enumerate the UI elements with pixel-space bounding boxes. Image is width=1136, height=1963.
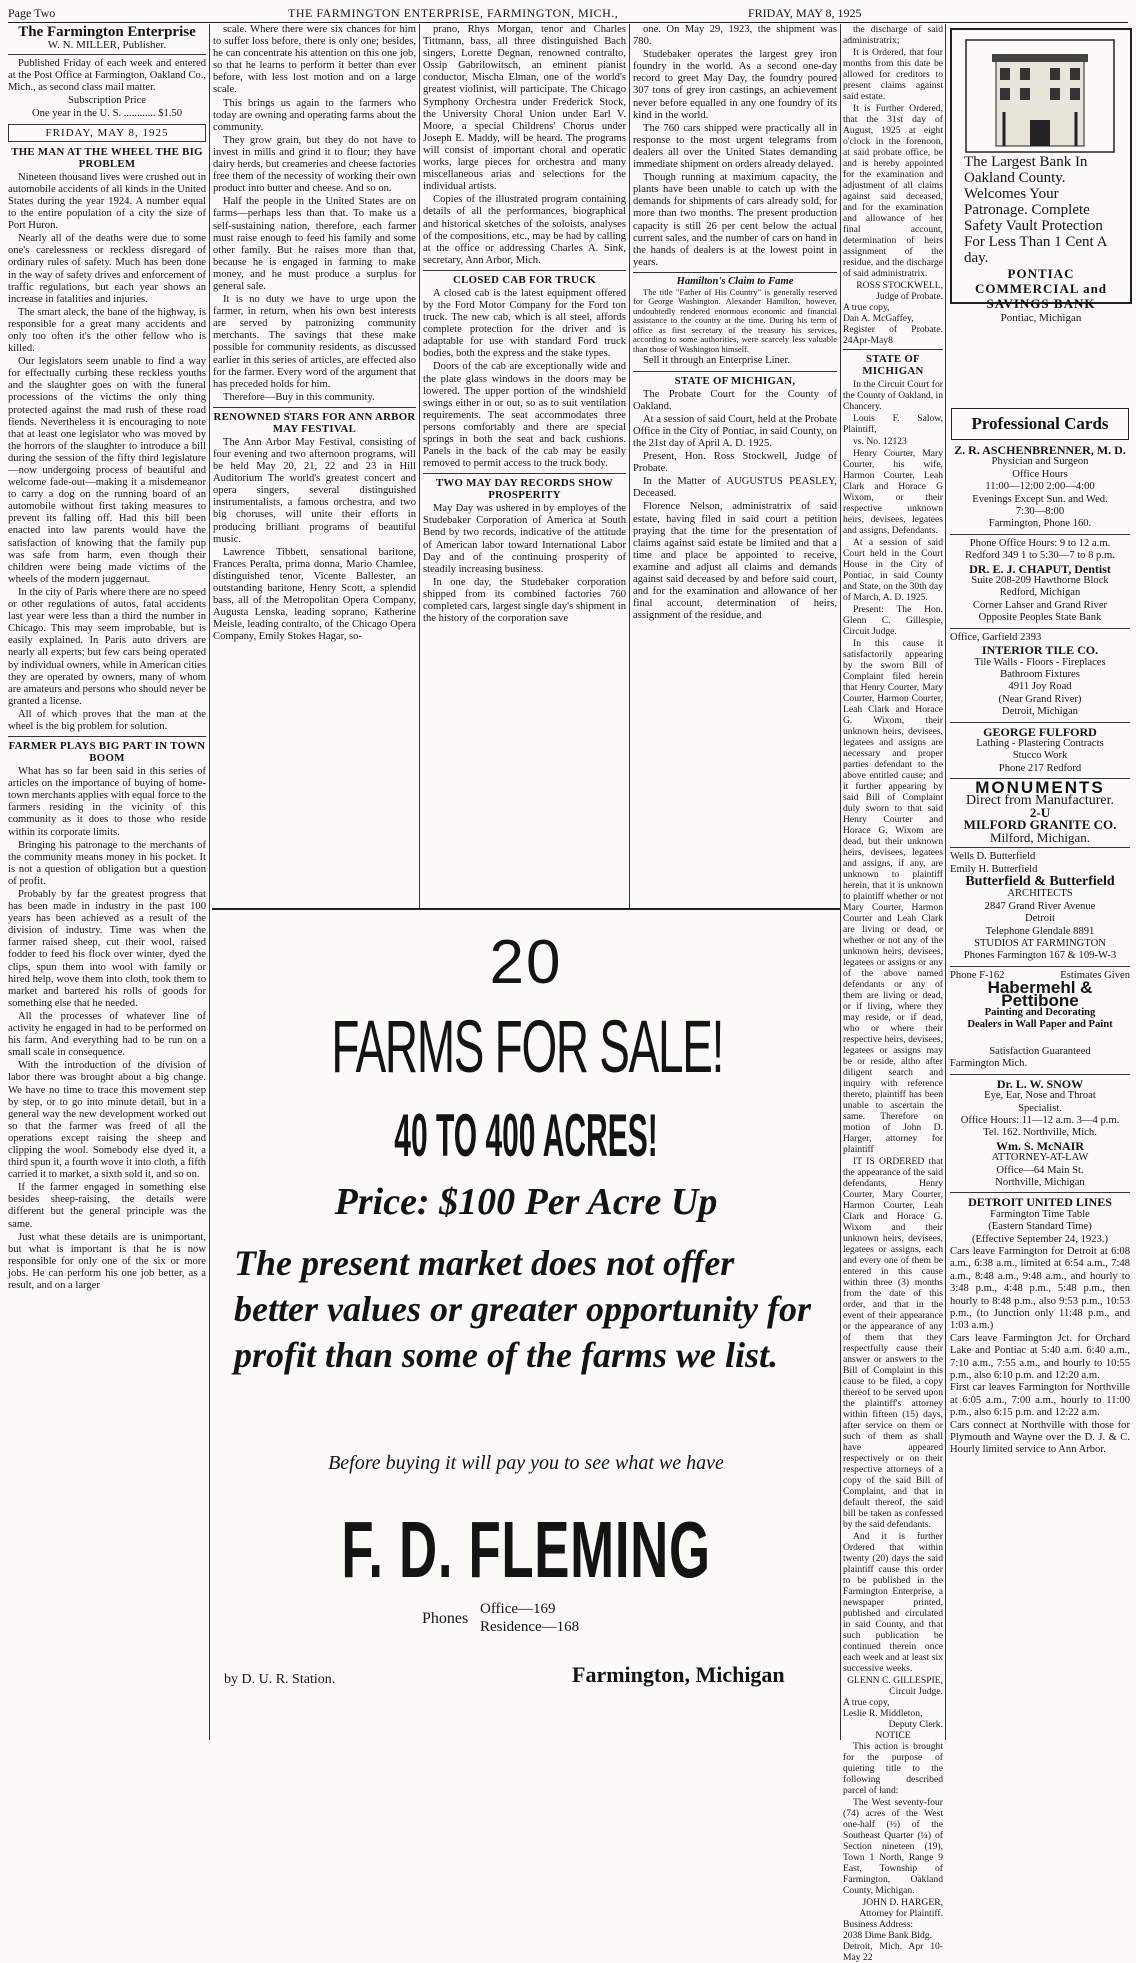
paragraph: At a session of said Court, held at the Probate Office in the City of Pontiac, in said County, on the 21st day of April A. D. 1925. xyxy=(633,413,837,449)
paragraph: The 760 cars shipped were practically all in response to the most urgent telegrams from dealers all over the United States demanding immediate shipment on orders already delayed. xyxy=(633,122,837,171)
signature: GLENN C. GILLESPIE, xyxy=(847,1675,943,1686)
paragraph: Though running at maximum capacity, the plants have been unable to catch up with the demands for shipments of cars already sold, for more than two months. The present production capacity is still 26 per cent below the actual current sales, and the number of cars on hand in the hands of dealers is at the lowest point in years. xyxy=(633,172,837,268)
box-title: Hamilton's Claim to Fame xyxy=(676,275,794,287)
card-line: Northville, Michigan xyxy=(995,1176,1085,1188)
card-title: Z. R. ASCHENBRENNER, M. D. xyxy=(954,443,1126,457)
paragraph: It is no duty we have to urge upon the farmer, in return, when his own best interests are served by patronizing community merchants. The savings that these make possible for community residents, as discussed earlier in this series of articles, are effected also for the farmer. Every word of the argument that has preceded holds for him. xyxy=(213,294,416,390)
ad-farm-count: 20 xyxy=(489,928,563,997)
card-line: Eye, Ear, Nose and Throat xyxy=(984,1090,1096,1102)
card-line: Detroit, Michigan xyxy=(1002,706,1078,718)
headline-may-day-records: TWO MAY DAY RECORDS SHOW PROSPERITY xyxy=(435,477,614,502)
card-title: DR. E. J. CHAPUT, Dentist xyxy=(969,561,1111,576)
card-line: Farmington Time Table xyxy=(990,1208,1090,1220)
card-line: Farmington Mich. xyxy=(950,1058,1028,1070)
paragraph: And it is further Ordered that within twenty (20) days the said plaintiff cause this order to be published in the Farmington Enterprise, a newspaper printed, published and circulated in said County, and that such publication be continued therein once each week and at least six successive weeks. xyxy=(843,1531,943,1674)
professional-cards-header: Professional Cards xyxy=(951,408,1129,440)
paragraph: scale. Where there were six chances for him to suffer loss before, there is only one; besides, he can concentrate his attention on this one job, so that he learns to perform it better than ever before, with less lost motion and on a large scale. xyxy=(213,24,416,96)
business-address: 2038 Dime Bank Bldg. xyxy=(843,1930,933,1941)
paragraph: Bringing his patronage to the merchants of the community means money in his pocket. It is not a question of obligation but a question of profit. xyxy=(8,839,206,887)
ad-town: Farmington, Michigan xyxy=(572,1662,785,1687)
card-line: Milford, Michigan. xyxy=(989,829,1090,845)
ad-phone-numbers xyxy=(480,1600,579,1636)
card-line: 11:00—12:00 2:00—4:00 xyxy=(985,481,1095,493)
headline-man-at-wheel: THE MAN AT THE WHEEL THE BIG PROBLEM xyxy=(11,145,203,170)
paper-title: THE FARMINGTON ENTERPRISE, FARMINGTON, MICH., xyxy=(288,6,619,20)
true-copy: A true copy, xyxy=(843,302,890,313)
card-line: Lathing - Plastering Contracts xyxy=(976,737,1104,749)
card-detroit-united-lines xyxy=(950,1196,1130,1457)
card-line: Wells D. Butterfield xyxy=(950,851,1036,863)
paragraph: Present: The Hon. Glenn C. Gillespie, Circuit Judge. xyxy=(843,604,943,637)
card-line: MILFORD GRANITE CO. xyxy=(963,817,1117,833)
column-rule xyxy=(629,24,630,908)
bank-tagline: The Largest Bank In Oakland County. Welcomes Your Patronage. Complete Safety Vault Protection For Less Than 1 Cent A day. xyxy=(964,154,1107,266)
card-monuments xyxy=(950,778,1130,845)
card-line: First car leaves Farmington for Northville at 6:05 a.m., 7:00 a.m., hourly to 11:00 p.m., also 6:15 p.m. and 12:22 a.m. xyxy=(950,1382,1130,1419)
paragraph: All of which proves that the man at the wheel is the big problem for solution. xyxy=(8,708,206,732)
card-line: Bathroom Fixtures xyxy=(1000,668,1080,680)
column-rule xyxy=(419,24,420,908)
card-title: DETROIT UNITED LINES xyxy=(968,1195,1112,1210)
signature-title: Attorney for Plaintiff. xyxy=(859,1908,943,1919)
publication-notice: Published Friday of each week and entered at the Post Office at Farmington, Oakland Co., Mich., as second class mail matter. xyxy=(8,58,206,94)
ad-price: Price: $100 Per Acre Up xyxy=(334,1181,718,1223)
paragraph: In this cause it satisfactorily appearing by the sworn Bill of Complaint filed herein that Henry Courter, Mary Courter, Harmon Courter, Leah Clark and Horace G. Wixom, their unknown heirs, devisees, legatees and assigns are necessary and proper parties defendant to the above entitled cause; and it further appearing by said Bill of Complaint duly sworn to that said Henry Courter and Horace G. Wixom are dead, but their unknown heirs, devisees, legatees and assigns, if any, are unknown to plaintiff herein, that it is unknown to plaintiff whether or not Mary Courter, Harmon Courter and Leah Clark are living or dead, or whether or not any of the unknown heirs, devisees, legatees or assigns or any of the above named defendants or any of them are living or dead, or if living, where they may reside, or if dead, who or where their respective heirs, devisees, legatees or assigns may be or reside, altho after diligent search and inquiry with reference thereto, plaintiff has been unable to ascertain the same. Therefore on motion of John D. Harger, attorney for plaintiff xyxy=(843,638,943,1155)
paragraph: All the processes of whatever line of activity he engaged in had to be performed on his farm. And everything had to be run on a small scale in consequence. xyxy=(8,1010,206,1059)
card-line: Phone 217 Redford xyxy=(998,762,1082,774)
business-address-city: Detroit, Mich. Apr 10-May 22 xyxy=(843,1941,943,1963)
card-title: Wm. S. McNAIR xyxy=(996,1138,1084,1153)
card-line: ARCHITECTS xyxy=(1007,888,1073,900)
card-line: Painting and Decorating xyxy=(984,1007,1096,1019)
column-4 xyxy=(633,24,837,906)
card-line: Telephone Glendale 8891 xyxy=(985,925,1095,937)
card-line: Satisfaction Guaranteed xyxy=(989,1045,1091,1057)
card-line: Corner Lahser and Grand River xyxy=(972,599,1108,611)
column-3 xyxy=(423,24,626,906)
notice-head: NOTICE xyxy=(875,1730,911,1741)
card-line: Cars leave Farmington Jct. for Orchard Lake and Pontiac at 5:40 a.m. 6:40 a.m., 7:10 a.m., 7:55 a.m., and hourly to 10:55 p.m., also 6:10 p.m. and 12:20 a.m. xyxy=(950,1332,1130,1382)
card-line: Specialist. xyxy=(1018,1102,1062,1114)
card-line: Phone Office Hours: 9 to 12 a.m. xyxy=(969,537,1111,549)
card-line: Redford 349 1 to 5:30—7 to 8 p.m. xyxy=(965,550,1115,562)
headline-probate: STATE OF MICHIGAN, xyxy=(674,374,796,387)
paragraph: They grow grain, but they do not have to invest in mills and grind it to flour; they have dairy herds, but creameries and cheese factories free them of the necessity of working their own product into butter and cheese. And so on. xyxy=(213,134,416,195)
card-chaput xyxy=(950,563,1130,625)
masthead-name: The Farmington Enterprise xyxy=(18,24,196,40)
headline-closed-cab: CLOSED CAB FOR TRUCK xyxy=(453,273,596,286)
paragraph: Half the people in the United States are on farms—perhaps less than that. To make us a self-sustaining nation, therefore, each farmer must raise enough to feed his family and some other family. But he raises more than that, because he is engaged in farming to make money, and he must produce a surplus for general sale. xyxy=(213,196,416,292)
card-line: Emily H. Butterfield xyxy=(950,863,1038,875)
card-title: MONUMENTS xyxy=(975,778,1105,798)
column-rule xyxy=(945,24,946,1740)
box-text: The title "Father of His Country" is generally reserved for George Washington. Alexander Hamilton, however, undoubtedly rendered enormous economic and financial assistance to the country at the time. During his term of office as first secretary of the treasury his services, according to some authorities, were scarcely less valuable than those of Washington himself. xyxy=(633,286,837,354)
card-line: Phones Farmington 167 & 109-W-3 xyxy=(963,950,1117,962)
card-aschenbrenner xyxy=(950,444,1130,531)
card-line: Dealers in Wall Paper and Paint xyxy=(967,1019,1113,1031)
running-head xyxy=(8,4,1128,23)
paragraph: Henry Courter, Mary Courter, his wife, Harmon Courter, Leah Clark and Horace G Wixom, or their respective unknown heirs, devisees, legatees and assigns, Defendants. xyxy=(843,448,943,536)
column-2 xyxy=(213,24,416,906)
ad-phones-label: Phones xyxy=(422,1610,469,1627)
subscription-title: Subscription Price xyxy=(68,95,146,107)
business-directory xyxy=(950,444,1130,1738)
ad-headline: FARMS FOR SALE! xyxy=(331,1005,724,1088)
paragraph: In one day, the Studebaker corporation shipped from its combined factories 760 completed cars, largest single day's shipment in the history of the corporation save xyxy=(423,576,626,625)
paragraph: A closed cab is the latest equipment offered by the Ford Motor Company for the Ford ton truck. The new cab, which is all steel, affords complete protection for the driver and is adaptable for use with standard Ford truck bodies, both the express and the stake types. xyxy=(423,287,626,360)
ad-tagline: Before buying it will pay you to see what we have xyxy=(328,1452,724,1474)
paragraph: Just what these details are is unimportant, but what is important is that he is now responsible for only one of the six or more jobs. He can perform his one job better, as a result, and on a larger xyxy=(8,1231,206,1291)
ad-residence-phone: Residence—168 xyxy=(480,1619,580,1635)
paragraph: The smart aleck, the bane of the highway, is responsible for a great many accidents and only too often it's the other fellow who is killed. xyxy=(8,306,206,355)
card-line: Evenings Except Sun. and Wed. xyxy=(972,493,1108,505)
card-butterfield xyxy=(950,851,1130,963)
card-line: (Effective September 24, 1923.) xyxy=(971,1233,1108,1245)
paragraph: What has so far been said in this series of articles on the importance of buying of home-town merchants applies with equal force to the farmers residing in the vicinity of this community as it does to those who reside within its corporate limits. xyxy=(8,766,206,838)
signature-title: Circuit Judge. xyxy=(889,1686,943,1697)
card-title: Habermehl & Pettibone xyxy=(987,978,1093,1010)
paragraph: Our legislators seem unable to find a way for effectually curbing these reckless youths and the slaughter goes on with the funeral processions of the victims the only thing protected against the mad rush of these road fiends. Nevertheless it is encouraging to note that at least one legislator who was moved by the horrors of the slaughter to introduce a bill during the session of the fifty third legislature—now undergoing process of beautiful and welcome fade-out—making it a misdemeanor to carry a dog on the running board of an automobile without first taking measures to prevent its falling off. Had this bill been enacted into law parents would have the satisfaction of knowing that the family pup was safe from harm, even though their children were being made victims of the wheels of the modern juggernaut. xyxy=(8,356,206,585)
paragraph: one. On May 29, 1923, the shipment was 780. xyxy=(633,24,837,48)
signature: JOHN D. HARGER, xyxy=(862,1897,943,1908)
liner-note: Sell it through an Enterprise Liner. xyxy=(643,355,791,367)
paragraph: In the Matter of AUGUSTUS PEASLEY, Deceased. xyxy=(633,476,837,500)
paragraph: Nineteen thousand lives were crushed out in automobile accidents of all kinds in the United States during the year 1924. A number equal to the entire population of a city the size of Port Huron. xyxy=(8,171,206,232)
card-line: Office Hours xyxy=(1012,468,1068,480)
card-line: Cars connect at Northville with those for Plymouth and Wayne over the D. J. & C. Hourly limited service to Ann Arbor. xyxy=(950,1419,1130,1456)
paragraph: Doors of the cab are exceptionally wide and the plate glass windows in the doors may be lowered. The upper portion of the windshield swings either in or out, so as to suit ventilation requirements. The seat accommodates three persons comfortably and there are special springs in both the seat and back cushions. Panels in the back of the cab may be easily removed to permit access to the truck body. xyxy=(423,361,626,470)
paragraph: the discharge of said administratrix; xyxy=(843,24,943,46)
card-office-hours xyxy=(950,538,1130,563)
card-line: Tile Walls - Floors - Fireplaces xyxy=(974,656,1106,668)
paragraph: Studebaker operates the largest grey iron foundry in the world. As a second one-day record to greet May Day, the foundry poured 307 tons of grey iron castings, an achievement never before equalled in any one foundry of its kind in the world. xyxy=(633,49,837,121)
issue-date: FRIDAY, MAY 8, 1925 xyxy=(748,6,862,20)
card-line: Office, Garfield 2393 xyxy=(950,631,1042,643)
card-line: Opposite Peoples State Bank xyxy=(978,612,1102,624)
bank-name-text: PONTIAC COMMERCIAL and SAVINGS BANK xyxy=(974,266,1108,311)
business-address-label: Business Address: xyxy=(843,1919,914,1930)
true-copy-title: Deputy Clerk. xyxy=(888,1719,943,1730)
masthead-date: FRIDAY, MAY 8, 1925 xyxy=(8,124,206,142)
card-title: GEORGE FULFORD xyxy=(983,724,1097,739)
column-rule xyxy=(209,24,210,1740)
card-estimates: Estimates Given xyxy=(1060,969,1130,981)
card-line: 4911 Joy Road xyxy=(1008,681,1072,693)
card-line: STUDIOS AT FARMINGTON xyxy=(974,938,1106,950)
paragraph: The West seventy-four (74) acres of the West one-half (½) of the Southeast Quarter (¼) of Section nineteen (19), Town 1 North, Range 9 East, Township of Farmington, Oakland County, Michigan. xyxy=(843,1797,943,1896)
headline-farmer-plays: FARMER PLAYS BIG PART IN TOWN BOOM xyxy=(8,740,206,765)
card-line: Stucco Work xyxy=(1012,750,1068,762)
card-title: Dr. L. W. SNOW xyxy=(996,1076,1084,1091)
card-line: Farmington, Phone 160. xyxy=(988,518,1092,530)
paragraph: The Ann Arbor May Festival, consisting of four evening and two afternoon programs, will be held May 20, 21, 22 and 23 in Hill Auditorium The world's greatest concert and opera singers, several distinguished instrumentalists, a famous orchestra, and two big choruses, will unite their efforts in producing brilliant programs of beautiful music. xyxy=(213,436,416,545)
headline-chancery: STATE OF MICHIGAN xyxy=(862,353,924,377)
card-line: Cars leave Farmington for Detroit at 6:08 a.m., 6:38 a.m., limited at 6:54 a.m., 7:48 a.m., 8:48 a.m., 9:48 a.m., and hourly to 3:48 p.m., 4:48 p.m., 5:48 p.m., then hourly to 8:48 p.m., also 9:53 p.m., 10:53 p.m., (to Junction only 11:48 p.m., and 1:03 a.m.) xyxy=(950,1245,1130,1332)
ad-agent-name: F. D. FLEMING xyxy=(341,1505,711,1594)
paragraph: It is Further Ordered, that the 31st day of August, 1925 at eight o'clock in the forenoon, at said probate office, be and is hereby appointed for the examination and adjustment of all claims against said deceased, and for the examination and allowance of her final account, determination of heirs assignment of the residue, and the discharge of said administratrix. xyxy=(843,103,943,279)
paragraph: vs. No. 12123 xyxy=(853,436,907,447)
true-copy-name: Dan A. McGaffey, xyxy=(843,313,914,324)
paragraph: With the introduction of the division of labor there was brought about a big change. We have no time to trace this movement step by step, or to go into minute detail, but in a general way the new development worked out so that the farmer was freed of all the operations except raising the sheep and clipping the wool. Somebody else dyed it, a third spun it, a fourth wove it into cloth, a fifth carried it to market, a sixth sold it, and so on. xyxy=(8,1060,206,1181)
card-line: 2-U xyxy=(1029,804,1051,820)
paragraph: Florence Nelson, administratrix of said estate, having filed in said court a petition praying that the time for the presentation of claims against said estate be limited and that a time and place be appointed to receive, examine and adjust all claims and demands against said deceased by and before said court, and for the examination and allowance of her final account, determination of heirs, assignment of the residue, and xyxy=(633,501,837,622)
card-line: (Near Grand River) xyxy=(998,693,1082,705)
true-copy-title: Register of Probate. 24Apr-May8 xyxy=(843,324,943,346)
signature: ROSS STOCKWELL, xyxy=(856,280,943,291)
paragraph: May Day was ushered in by employes of the Studebaker Corporation of America at South Bend by two records, indicative of the attitude of American labor toward International Labor Day and of the continuing prosperity of steadily increasing business. xyxy=(423,503,626,575)
card-line: (Eastern Standard Time) xyxy=(988,1221,1092,1233)
paragraph: At a session of said Court held in the Court House in the City of Pontiac, in said County and State, on the 30th day of March, A. D. 1925. xyxy=(843,537,943,603)
bank-advertisement xyxy=(950,28,1132,324)
paragraph: prano, Rhys Morgan, tenor and Charles Tittmann, bass, all three distinguished Bach singers, Lorette Degnan, renowned contralto, Ossip Gabrilowitsch, an eminent pianist conductor, Mischa Elman, one of the world's greatest violinist, will participate. The Chicago Symphony Orchestra under Frederick Stock, the University Choral Union under Earl V. Moore, a special Childrens' Chorus under Joseph E. Maddy, will be heard. The programs will consist of important choral and operatic works, large pieces for orchestra and many miscellaneous arias and selections for the individual artists. xyxy=(423,24,626,193)
column-1 xyxy=(8,24,206,1740)
card-line: 7:30—8:00 xyxy=(1015,506,1065,518)
card-snow xyxy=(950,1078,1130,1140)
paragraph: IT IS ORDERED that the appearance of the said defendants, Henry Courter, Mary Courter, Harmon Courter, Leah Clark and Horace G. Wixom and their unknown heirs, devisees, legatees or assigns, each and every one of them be entered in this cause within three (3) months from the date of this order, and that in the event of their appearance or the appearance of any of them that they respectfully cause their answer or answers to the Bill of Complaint in this cause to be filed, a copy thereof to be served upon the plaintiff's attorney within fifteen (15) days, after service on them or such of them as shall have appeared respectively or on their respective attorneys of a copy of the said Bill of Complaint, and that in default thereof, the said bill be taken as confessed by the said defendants. xyxy=(843,1156,943,1530)
paragraph: Therefore—Buy in this community. xyxy=(223,391,375,403)
card-title: Butterfield & Butterfield xyxy=(965,874,1115,889)
page-number: Page Two xyxy=(8,6,56,20)
card-habermehl xyxy=(950,970,1130,1071)
card-line: Office Hours: 11—12 a.m. 3—4 p.m. xyxy=(960,1114,1120,1126)
card-line: Direct from Manufacturer. xyxy=(965,792,1115,808)
bank-name xyxy=(958,266,1124,326)
paragraph: Nearly all of the deaths were due to some one's carelessness or reckless disregard of ordinary rules of safety. Much has been done in the way of safety drives and enforcement of traffic regulations, but each year shows an increase in fatalities and injuries. xyxy=(8,233,206,305)
bank-city: Pontiac, Michigan xyxy=(1000,312,1082,324)
paragraph: In the Circuit Court for the County of Oakland, in Chancery. xyxy=(843,379,943,412)
paragraph: Louis F. Salow, Plaintiff, xyxy=(843,413,943,435)
card-line: Office—64 Main St. xyxy=(996,1164,1084,1176)
true-copy: A true copy, xyxy=(843,1697,890,1708)
ad-location: by D. U. R. Station. xyxy=(224,1672,336,1687)
ad-office-phone: Office—169 xyxy=(480,1601,556,1617)
paragraph: The Probate Court for the County of Oakland. xyxy=(633,388,837,412)
signature-title: Judge of Probate. xyxy=(876,291,943,302)
bank-building-illustration xyxy=(966,40,1114,152)
column-5 xyxy=(843,24,943,1963)
headline-may-festival: RENOWNED STARS FOR ANN ARBOR MAY FESTIVAL xyxy=(213,410,416,435)
paragraph: This brings us again to the farmers who today are owning and operating farms about the community. xyxy=(213,97,416,133)
card-line: Detroit xyxy=(1024,913,1055,925)
paragraph: It is Ordered, that four months from this date be allowed for creditors to present claims against said estate. xyxy=(843,47,943,102)
column-rule xyxy=(840,24,841,1740)
card-line: ATTORNEY-AT-LAW xyxy=(991,1152,1089,1164)
card-fulford xyxy=(950,726,1130,776)
true-copy-name: Leslie R. Middleton, xyxy=(843,1708,923,1719)
card-line: Suite 208-209 Hawthorne Block xyxy=(971,575,1109,587)
card-line: Physician and Surgeon xyxy=(991,456,1089,468)
publisher: W. N. MILLER, Publisher. xyxy=(47,39,167,52)
card-phone: Phone F-162 xyxy=(950,969,1005,981)
paragraph: Copies of the illustrated program containing details of all the performances, biographical and historical sketches of the soloists, analyses of the compositions, etc., may be had by calling at the office or addressing Charles A. Sink, secretary, Ann Arbor, Mich. xyxy=(423,194,626,266)
card-title: INTERIOR TILE CO. xyxy=(981,643,1099,658)
paragraph: In the city of Paris where there are no speed or other regulations of autos, fatal accidents last year were less than a third the number in Chicago. This may seem improbable, but is easily explained. In Paris auto drivers are nearly all experts; but few cars being operated by individual owners, while in American cities they are operated by owners, many of whom are amateurs and persons who should never be granted a license. xyxy=(8,586,207,707)
card-mcnair xyxy=(950,1140,1130,1190)
subscription-price: One year in the U. S. ............ $1.50 xyxy=(31,107,183,119)
card-line: Tel. 162. Northville, Mich. xyxy=(983,1127,1097,1139)
paragraph: Probably by far the greatest progress that has been made in industry in the past 100 years has been achieved as a result of the division of industry. Time was when the farmer raised sheep, cut their wool, raised fodder to feed his flock over winter, dyed the clips, spun them into wool with family or hired help, wove them into cloth, took them to market and bartered his rolls of goods for something else that he needed. xyxy=(8,889,206,1009)
farm-advertisement xyxy=(212,908,840,1743)
paragraph: If the farmer engaged in something else besides sheep-raising, the details were different but the general principle was the same. xyxy=(8,1182,206,1230)
paragraph: Lawrence Tibbett, sensational baritone, Frances Peralta, prima donna, Mario Chamlee, distinguished tenor, Vicente Ballester, an outstanding baritone, Henry Scott, a splendid bass, all of the Metropolitan Opera Company, Augusta Lenska, leading soprano, Katherine Meisle, leading contralto, of the Chicago Opera Company, Emily Stokes Hagar, so- xyxy=(213,546,416,643)
paragraph: Present, Hon. Ross Stockwell, Judge of Probate. xyxy=(633,451,837,475)
card-line: Redford, Michigan xyxy=(999,587,1081,599)
paragraph: This action is brought for the purpose of quieting title to the following described parcel of land: xyxy=(843,1741,943,1796)
ad-acres: 40 TO 400 ACRES! xyxy=(394,1102,658,1169)
ad-body: The present market does not offer better values or greater opportunity for profit than some of the farms we list. xyxy=(234,1243,811,1375)
card-line: 2847 Grand River Avenue xyxy=(984,900,1096,912)
card-interior-tile xyxy=(950,644,1130,718)
